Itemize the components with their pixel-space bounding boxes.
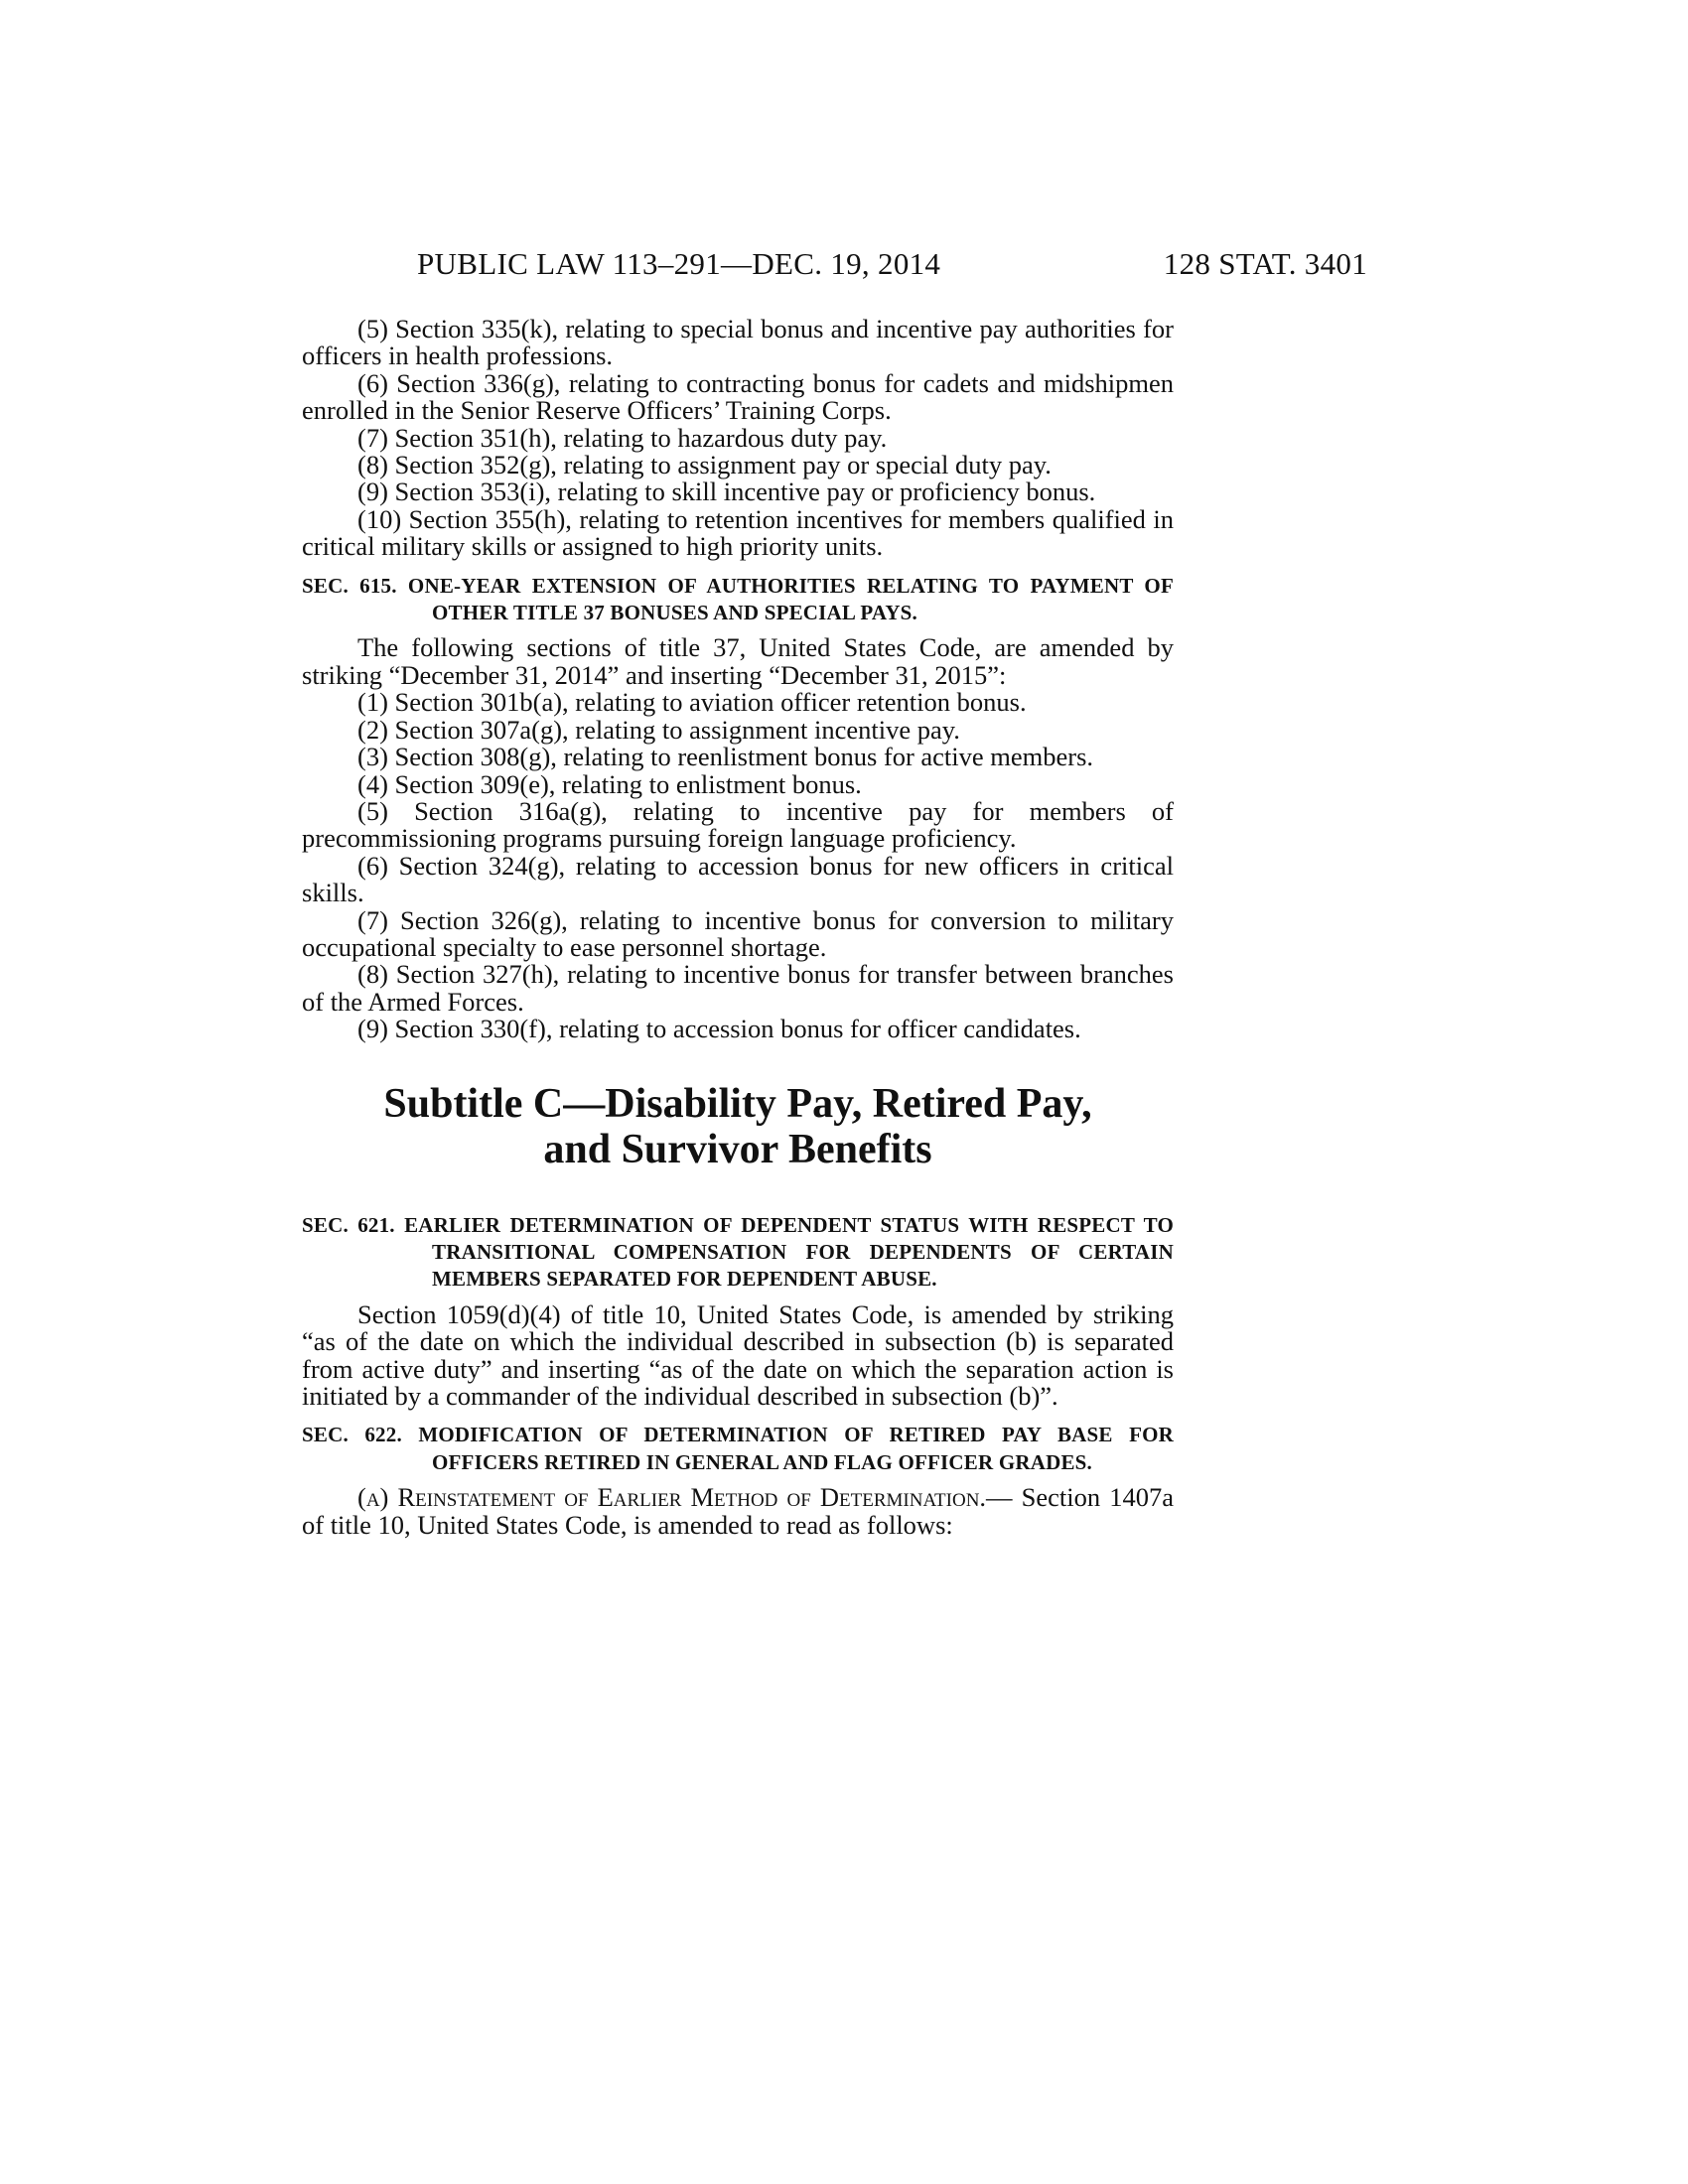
subtitle-heading (302, 1081, 1174, 1172)
section-615-intro: The following sections of title 37, United States Code, are amended by striking “December 31, 2014” and inserting “December 31, 2015”: (302, 632, 1174, 690)
page-body (302, 316, 1174, 1539)
list-item: (4) Section 309(e), relating to enlistment bonus. (357, 768, 862, 799)
running-head: PUBLIC LAW 113–291—DEC. 19, 2014 (417, 246, 941, 281)
subsection-a-text: Section 1407a of title 10, United States Code, is amended to read as follows: (302, 1482, 1174, 1540)
section-heading-621: SEC. 621. EARLIER DETERMINATION OF DEPENDENT STATUS WITH RESPECT TO TRANSITIONAL COMPENSATION FOR DEPENDENTS OF CERTAIN MEMBERS SEPARATED FOR DEPENDENT ABUSE. (302, 1212, 1174, 1292)
list-item: (6) Section 324(g), relating to accession bonus for new officers in critical skills. (302, 850, 1174, 908)
subtitle-line-2: and Survivor Benefits (543, 1126, 932, 1172)
list-item: (7) Section 326(g), relating to incentive bonus for conversion to military occupational specialty to ease personnel shortage. (302, 904, 1174, 962)
page-header (417, 246, 1367, 286)
list-item: (6) Section 336(g), relating to contracting bonus for cadets and midshipmen enrolled in the Senior Reserve Officers’ Training Corps. (302, 367, 1174, 426)
list-item: (1) Section 301b(a), relating to aviation officer retention bonus. (357, 687, 1027, 718)
list-item: (5) Section 316a(g), relating to incentive pay for members of precommissioning programs pursuing foreign language proficiency. (302, 795, 1174, 854)
section-heading-622: SEC. 622. MODIFICATION OF DETERMINATION OF RETIRED PAY BASE FOR OFFICERS RETIRED IN GENERAL AND FLAG OFFICER GRADES. (302, 1423, 1174, 1474)
list-item: (8) Section 352(g), relating to assignment pay or special duty pay. (357, 450, 1052, 480)
list-item: (8) Section 327(h), relating to incentive bonus for transfer between branches of the Armed Forces. (302, 959, 1174, 1017)
section-621-body: Section 1059(d)(4) of title 10, United States Code, is amended by striking “as of the date on which the individual described in subsection (b) is separated from active duty” and inserting “as of the date on which the separation action is initiated by a commander of the individual described in subsection (b)”. (302, 1298, 1174, 1411)
list-item: (9) Section 353(i), relating to skill incentive pay or proficiency bonus. (357, 477, 1096, 507)
subtitle-line-1: Subtitle C—Disability Pay, Retired Pay, (383, 1080, 1092, 1127)
list-item: (2) Section 307a(g), relating to assignment incentive pay. (357, 714, 960, 745)
list-item: (7) Section 351(h), relating to hazardous duty pay. (357, 422, 888, 453)
statute-page-number: 128 STAT. 3401 (1163, 246, 1367, 281)
list-item: (5) Section 335(k), relating to special bonus and incentive pay authorities for officers in health professions. (302, 314, 1174, 371)
subsection-a-label: (a) Reinstatement of Earlier Method of Determination.— (357, 1482, 1013, 1513)
section-622-subsection-a (302, 1484, 1174, 1539)
list-item: (9) Section 330(f), relating to accession bonus for officer candidates. (357, 1014, 1081, 1044)
section-heading-615: SEC. 615. ONE-YEAR EXTENSION OF AUTHORITIES RELATING TO PAYMENT OF OTHER TITLE 37 BONUSES AND SPECIAL PAYS. (302, 573, 1174, 625)
list-item: (3) Section 308(g), relating to reenlistment bonus for active members. (357, 742, 1094, 772)
list-item: (10) Section 355(h), relating to retention incentives for members qualified in critical military skills or assigned to high priority units. (302, 503, 1174, 562)
